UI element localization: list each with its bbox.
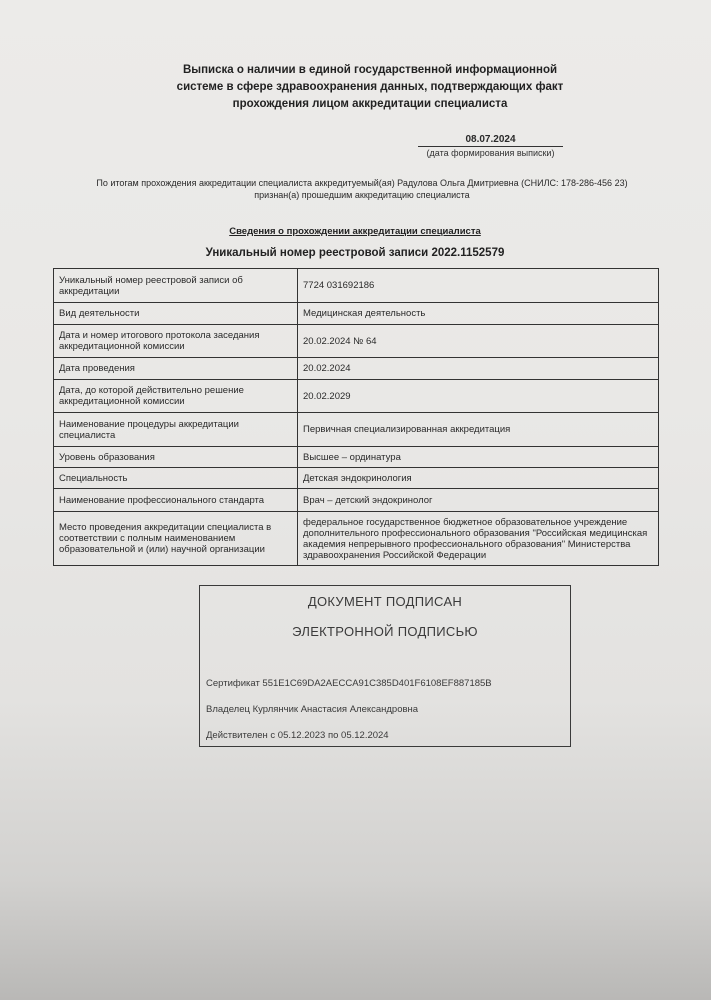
- issue-date-caption: (дата формирования выписки): [426, 148, 555, 158]
- signature-subheading: ЭЛЕКТРОННОЙ ПОДПИСЬЮ: [292, 624, 478, 639]
- title-line: системе в сфере здравоохранения данных, подтверждающих факт: [176, 81, 564, 93]
- row-value: Медицинская деятельность: [298, 303, 659, 325]
- signature-heading: ДОКУМЕНТ ПОДПИСАН: [307, 594, 463, 609]
- row-label: Место проведения аккредитации специалиста в соответствии с полным наименованием образовательной и (или) научной организации: [54, 512, 298, 566]
- row-label: Дата и номер итогового протокола заседания аккредитационной комиссии: [54, 325, 298, 358]
- signature-validity: Действителен с 05.12.2023 по 05.12.2024: [206, 730, 389, 741]
- table-row: [54, 269, 659, 303]
- row-value: Первичная специализированная аккредитация: [298, 413, 659, 447]
- row-label: Вид деятельности: [54, 303, 298, 325]
- row-value: Высшее – ординатура: [298, 447, 659, 468]
- table-row: [54, 489, 659, 512]
- row-value: федеральное государственное бюджетное образовательное учреждение дополнительного профессионального образования "Российская медицинская академия непрерывного профессионального образования" Министерства здравоохранения Российской Федерации: [298, 512, 659, 566]
- document-title: [150, 62, 590, 113]
- accreditation-table: [53, 268, 659, 566]
- title-line: прохождения лицом аккредитации специалиста: [232, 98, 508, 110]
- row-label: Наименование профессионального стандарта: [54, 489, 298, 512]
- row-value: 20.02.2029: [298, 380, 659, 413]
- row-label: Дата, до которой действительно решение аккредитационной комиссии: [54, 380, 298, 413]
- row-label: Специальность: [54, 468, 298, 489]
- intro-line: По итогам прохождения аккредитации специалиста аккредитуемый(ая) Радулова Ольга Дмитриевна (СНИЛС: 178-286-456 23): [96, 178, 628, 188]
- e-signature-stamp: [199, 585, 571, 747]
- table-row: [54, 380, 659, 413]
- table-row: [54, 468, 659, 489]
- table-row: [54, 413, 659, 447]
- intro-line: признан(а) прошедшим аккредитацию специалиста: [254, 190, 470, 200]
- row-value: 7724 031692186: [298, 269, 659, 303]
- title-line: Выписка о наличии в единой государственной информационной: [182, 64, 558, 76]
- section-heading: Сведения о прохождении аккредитации специалиста: [229, 226, 481, 237]
- table-row: [54, 325, 659, 358]
- row-value: 20.02.2024: [298, 358, 659, 380]
- row-value: Врач – детский эндокринолог: [298, 489, 659, 512]
- signature-certificate: Сертификат 551E1C69DA2AECCA91C385D401F6108EF887185B: [206, 678, 492, 689]
- row-label: Дата проведения: [54, 358, 298, 380]
- intro-text: [62, 177, 662, 201]
- table-row: [54, 447, 659, 468]
- table-row: [54, 512, 659, 566]
- table-row: [54, 303, 659, 325]
- row-label: Наименование процедуры аккредитации специалиста: [54, 413, 298, 447]
- signature-owner: Владелец Курлянчик Анастасия Александровна: [206, 704, 419, 715]
- table-row: [54, 358, 659, 380]
- row-value: 20.02.2024 № 64: [298, 325, 659, 358]
- row-label: Уникальный номер реестровой записи об аккредитации: [54, 269, 298, 303]
- row-value: Детская эндокринология: [298, 468, 659, 489]
- row-label: Уровень образования: [54, 447, 298, 468]
- record-number: Уникальный номер реестровой записи 2022.1152579: [205, 247, 505, 259]
- date-block: [418, 133, 563, 159]
- issue-date: 08.07.2024: [418, 133, 563, 147]
